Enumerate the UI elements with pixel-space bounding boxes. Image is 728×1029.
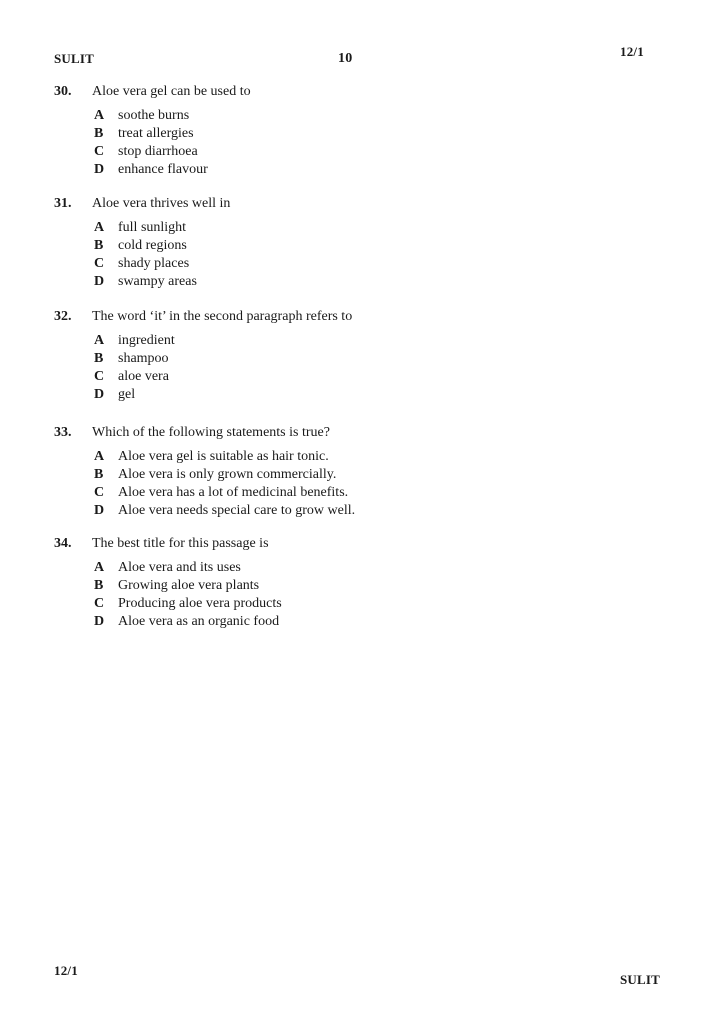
option-a[interactable] [92, 560, 674, 578]
header-paper-code: 12/1 [620, 44, 644, 59]
option-a[interactable] [92, 333, 674, 351]
option-letter: B [94, 351, 104, 366]
option-b[interactable] [92, 578, 674, 596]
option-text: Aloe vera and its uses [118, 560, 241, 575]
question-stem: Which of the following statements is true? [92, 425, 330, 440]
question-34 [54, 536, 674, 632]
option-list [92, 108, 674, 180]
option-text: Producing aloe vera products [118, 596, 282, 611]
option-text: stop diarrhoea [118, 144, 198, 159]
footer-classification: SULIT [620, 972, 661, 987]
option-text: Aloe vera as an organic food [118, 614, 280, 629]
option-d[interactable] [92, 274, 674, 292]
option-a[interactable] [92, 108, 674, 126]
option-letter: D [94, 162, 105, 177]
question-31 [54, 196, 674, 292]
option-a[interactable] [92, 449, 674, 467]
option-c[interactable] [92, 596, 674, 614]
page-number: 10 [338, 51, 353, 66]
question-30 [54, 84, 674, 180]
option-letter: C [94, 369, 105, 384]
option-text: cold regions [118, 238, 187, 253]
option-letter: A [94, 333, 105, 348]
option-text: shampoo [118, 351, 169, 366]
header-classification: SULIT [54, 51, 95, 66]
option-letter: A [94, 220, 105, 235]
option-text: Aloe vera gel is suitable as hair tonic. [118, 449, 329, 464]
option-text: gel [118, 387, 136, 402]
option-d[interactable] [92, 162, 674, 180]
question-number: 33. [54, 425, 72, 440]
question-number: 30. [54, 84, 72, 99]
option-c[interactable] [92, 369, 674, 387]
option-list [92, 333, 674, 405]
option-text: Aloe vera is only grown commercially. [118, 467, 337, 482]
question-32 [54, 309, 674, 405]
option-text: Aloe vera has a lot of medicinal benefits. [118, 485, 349, 500]
option-d[interactable] [92, 503, 674, 521]
option-text: full sunlight [118, 220, 187, 235]
option-letter: C [94, 596, 105, 611]
option-text: Growing aloe vera plants [118, 578, 260, 593]
option-c[interactable] [92, 485, 674, 503]
question-stem: The word ‘it’ in the second paragraph refers to [92, 309, 353, 324]
question-number: 34. [54, 536, 72, 551]
option-letter: D [94, 503, 105, 518]
option-letter: A [94, 108, 105, 123]
option-text: shady places [118, 256, 190, 271]
option-d[interactable] [92, 614, 674, 632]
footer-paper-code: 12/1 [54, 963, 78, 978]
option-d[interactable] [92, 387, 674, 405]
option-text: aloe vera [118, 369, 169, 384]
option-text: Aloe vera needs special care to grow well. [118, 503, 356, 518]
option-b[interactable] [92, 238, 674, 256]
option-letter: A [94, 560, 105, 575]
option-c[interactable] [92, 256, 674, 274]
option-letter: A [94, 449, 105, 464]
question-stem: The best title for this passage is [92, 536, 269, 551]
option-letter: B [94, 467, 104, 482]
option-letter: C [94, 485, 105, 500]
option-a[interactable] [92, 220, 674, 238]
option-letter: D [94, 274, 105, 289]
option-letter: B [94, 126, 104, 141]
option-text: treat allergies [118, 126, 194, 141]
option-list [92, 449, 674, 521]
option-letter: B [94, 578, 104, 593]
question-33 [54, 425, 674, 521]
option-text: soothe burns [118, 108, 190, 123]
question-stem: Aloe vera thrives well in [92, 196, 231, 211]
option-c[interactable] [92, 144, 674, 162]
option-letter: D [94, 614, 105, 629]
option-list [92, 220, 674, 292]
option-letter: C [94, 256, 105, 271]
option-letter: B [94, 238, 104, 253]
question-stem: Aloe vera gel can be used to [92, 84, 251, 99]
option-b[interactable] [92, 126, 674, 144]
option-list [92, 560, 674, 632]
question-number: 31. [54, 196, 72, 211]
option-b[interactable] [92, 351, 674, 369]
question-number: 32. [54, 309, 72, 324]
option-letter: D [94, 387, 105, 402]
option-text: swampy areas [118, 274, 197, 289]
option-b[interactable] [92, 467, 674, 485]
option-text: enhance flavour [118, 162, 208, 177]
option-text: ingredient [118, 333, 175, 348]
option-letter: C [94, 144, 105, 159]
